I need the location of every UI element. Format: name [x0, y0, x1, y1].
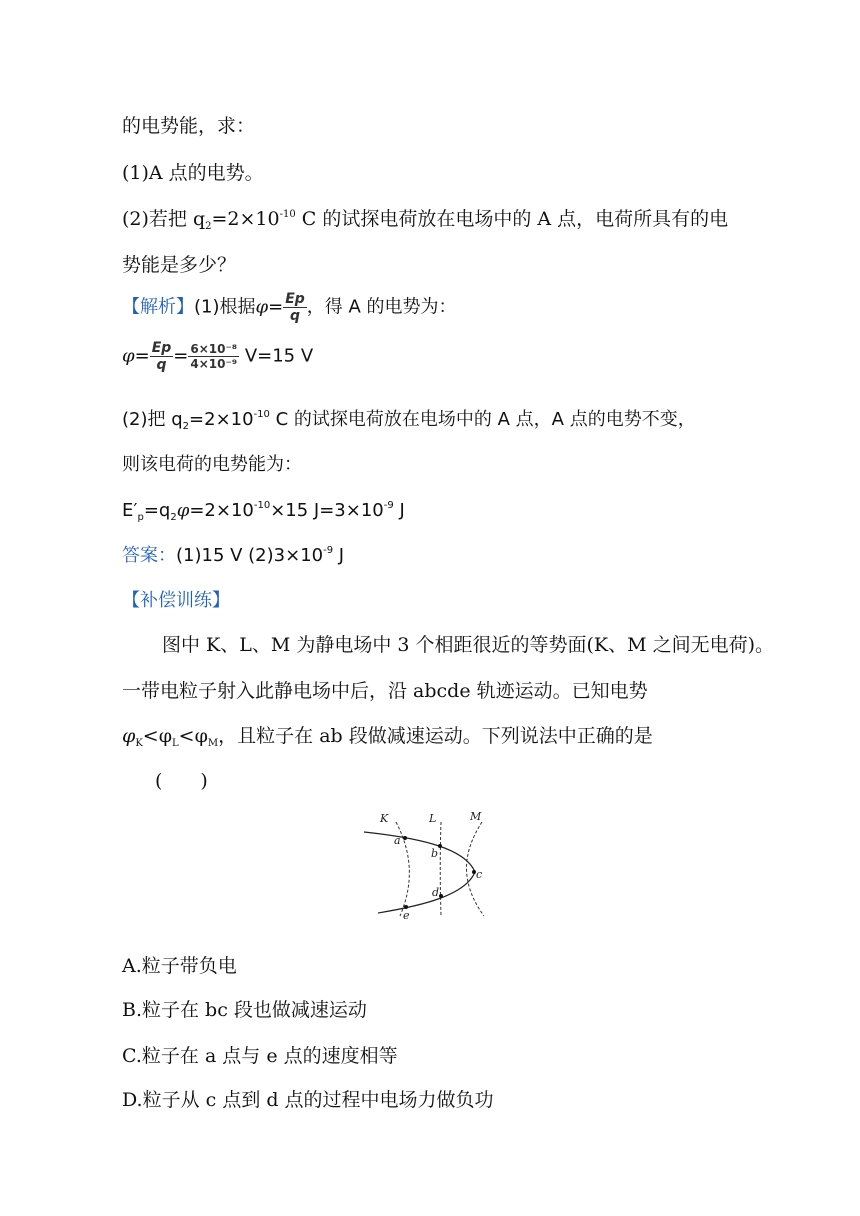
label-c: c [476, 868, 483, 881]
supplement-text-3: $\varphi_K<\varphi_L<\varphi_M$，且粒子在 ab 段做减速运动。下列说法中正确的是 [122, 725, 653, 749]
solution-calc: φ= $\frac{Ep}{q}$ = $\frac{\text{6×10⁻⁸}}{\text{4×10⁻⁹}}$ V=15 V [122, 340, 314, 373]
label-d: d [432, 886, 440, 899]
supplement-text-1: 图中 K、L、M 为静电场中 3 个相距很近的等势面(K、M 之间无电荷)。 [162, 634, 775, 656]
label-m: M [470, 810, 482, 823]
question-part-2-cont: 势能是多少？ [122, 254, 237, 276]
point-b [438, 844, 442, 848]
equipotential-l [440, 822, 441, 916]
question-intro: 的电势能，求： [122, 115, 256, 137]
solution-tag: 【解析】 [122, 296, 194, 318]
answer-line: 答案：(1)15 V $(2)3\times 10^{-9}$ J [122, 545, 345, 566]
point-d [439, 894, 443, 898]
solution-step-1: 【解析】(1)根据φ= $\frac{Ep}{q}$ ，得 A 的电势为： [122, 291, 457, 324]
answer-label: 答案： [122, 545, 176, 566]
option-d[interactable]: D.粒子从 c 点到 d 点的过程中电场力做负功 [122, 1089, 494, 1111]
label-a: a [394, 834, 401, 847]
label-k: K [380, 812, 389, 825]
calc-fraction-symbolic: $\frac{Ep}{q}$ [151, 340, 172, 373]
option-c[interactable]: C.粒子在 a 点与 e 点的速度相等 [122, 1045, 398, 1067]
option-b[interactable]: B.粒子在 bc 段也做减速运动 [122, 999, 367, 1021]
solution-energy-formula: $E'_p=q_2\varphi=2\times 10^{-10}\times 15$ $J=3\times 10^{-9}$ J [122, 500, 405, 523]
particle-trajectory [364, 832, 475, 913]
formula-fraction: $\frac{Ep}{q}$ [285, 291, 305, 324]
supplement-text-2: 一带电粒子射入此静电场中后，沿 abcde 轨迹运动。已知电势 [122, 680, 648, 702]
supplement-tag: 【补偿训练】 [122, 590, 230, 611]
equipotential-figure [360, 808, 520, 923]
label-e: e [403, 909, 410, 922]
solution-step-2: (2)把 $q_2=2\times 10^{-10}$ C 的试探电荷放在电场中的 A 点，A 点的电势不变， [122, 409, 696, 432]
option-a[interactable]: A.粒子带负电 [122, 955, 237, 977]
label-l: L [429, 812, 437, 825]
solution-step-2-cont: 则该电荷的电势能为： [122, 454, 302, 475]
question-part-1: (1)A 点的电势。 [122, 162, 264, 184]
answer-parentheses: ( ) [155, 770, 208, 792]
calc-fraction-numeric: $\frac{\text{6×10⁻⁸}}{\text{4×10⁻⁹}}$ [190, 342, 238, 371]
point-a [403, 836, 407, 840]
label-b: b [431, 847, 439, 860]
question-part-2: (2)若把 $q_2=2\times 10^{-10}$ C 的试探电荷放在电场中的 A 点，电荷所具有的电 [122, 208, 729, 232]
